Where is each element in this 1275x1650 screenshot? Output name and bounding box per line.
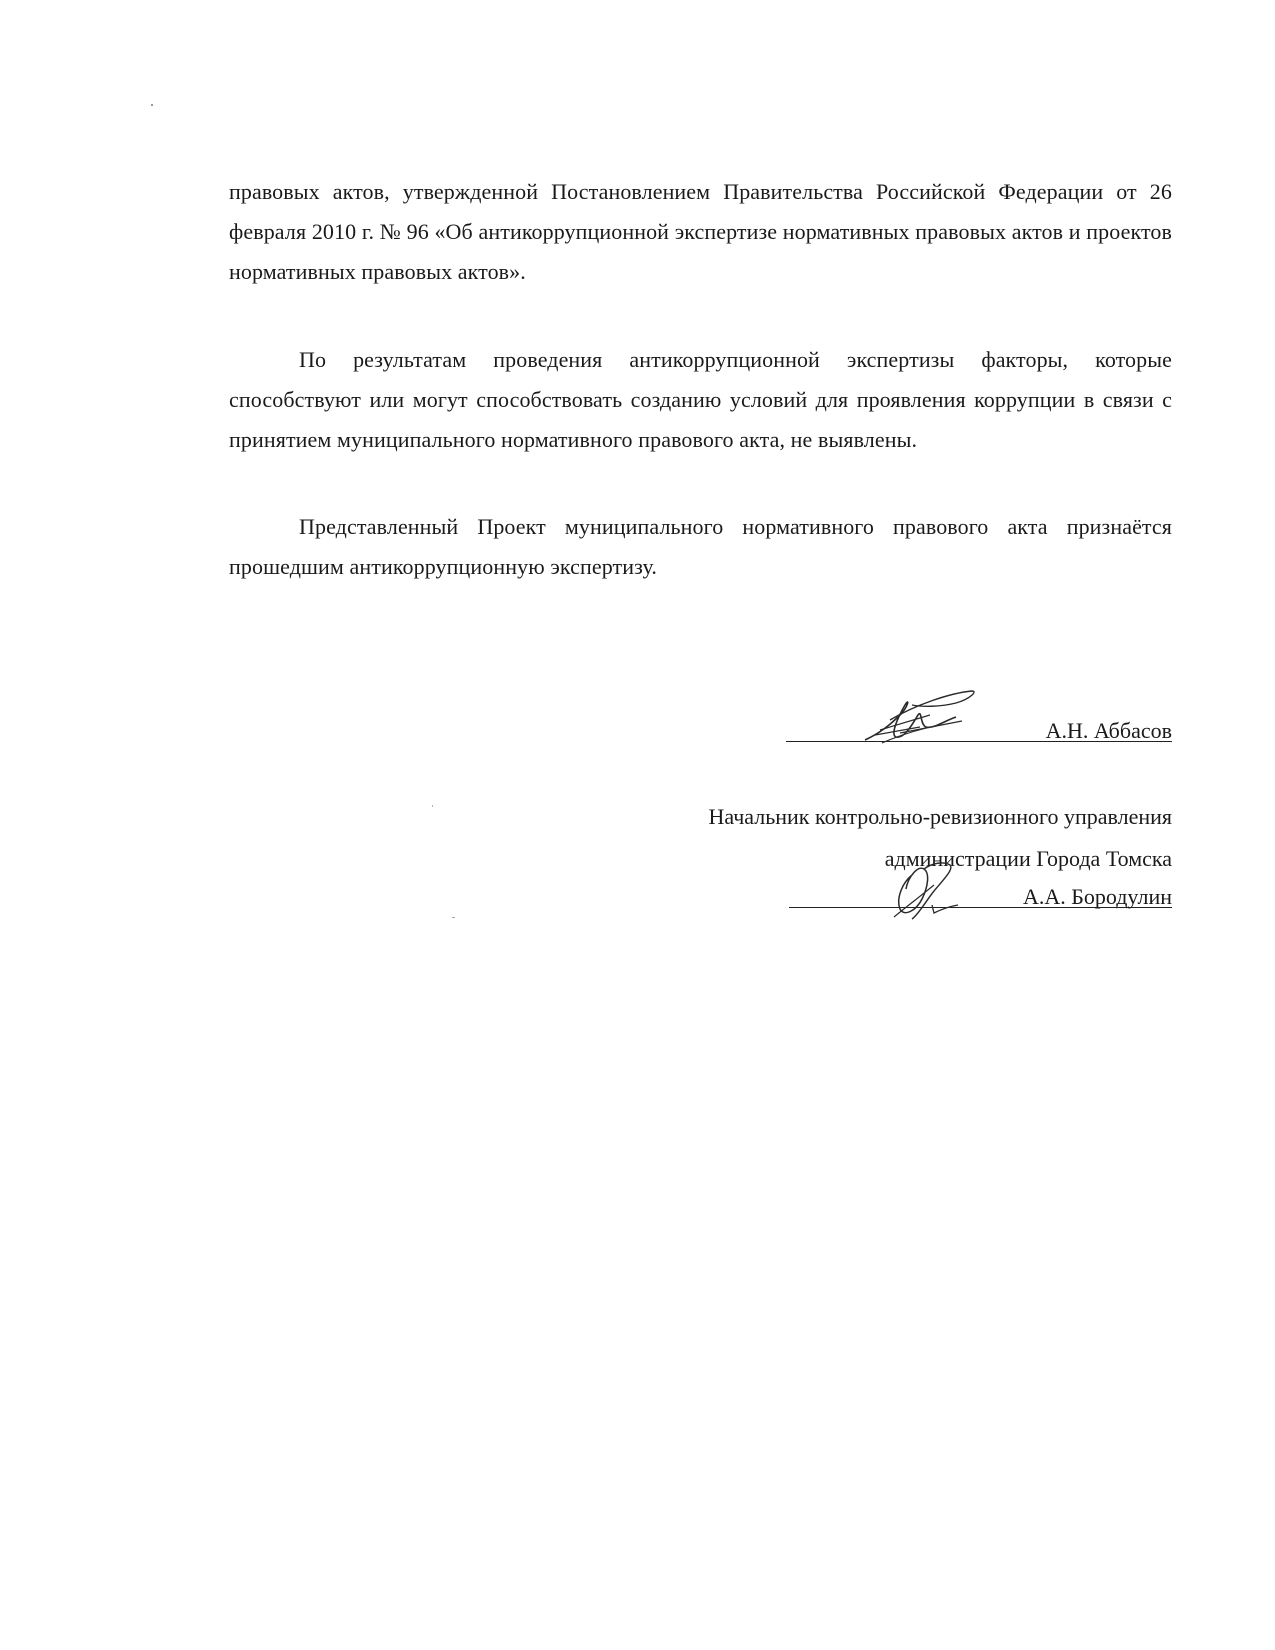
scan-speck (452, 917, 455, 918)
signature-name-underline (1007, 907, 1172, 908)
paragraph-legal-basis: правовых актов, утвержденной Постановлением Правительства Российской Федерации от 26 февраля 2010 г. № 96 «Об антикоррупционной экспертизе нормативных правовых актов и проектов нормативных правовых актов». (229, 179, 1172, 284)
signatory-name-2: А.А. Бородулин (1022, 884, 1172, 909)
paragraph-conclusion: Представленный Проект муниципального нормативного правового акта признаётся прошедшим антикоррупционную экспертизу. (229, 514, 1172, 579)
paragraph-findings: По результатам проведения антикоррупционной экспертизы факторы, которые способствуют или могут способствовать созданию условий для проявления коррупции в связи с принятием муниципального нормативного правового акта, не выявлены. (229, 347, 1172, 452)
signatory-title-line-1: Начальник контрольно-ревизионного управления (708, 804, 1172, 829)
signatory-name-1: А.Н. Аббасов (1045, 718, 1172, 743)
signature-name-underline (1031, 741, 1172, 742)
handwritten-signature-icon (860, 685, 980, 747)
scan-speck (432, 805, 433, 807)
signatory-title-line-2: администрации Города Томска (884, 846, 1172, 871)
handwritten-signature-icon (882, 855, 972, 923)
scan-speck (151, 104, 153, 106)
